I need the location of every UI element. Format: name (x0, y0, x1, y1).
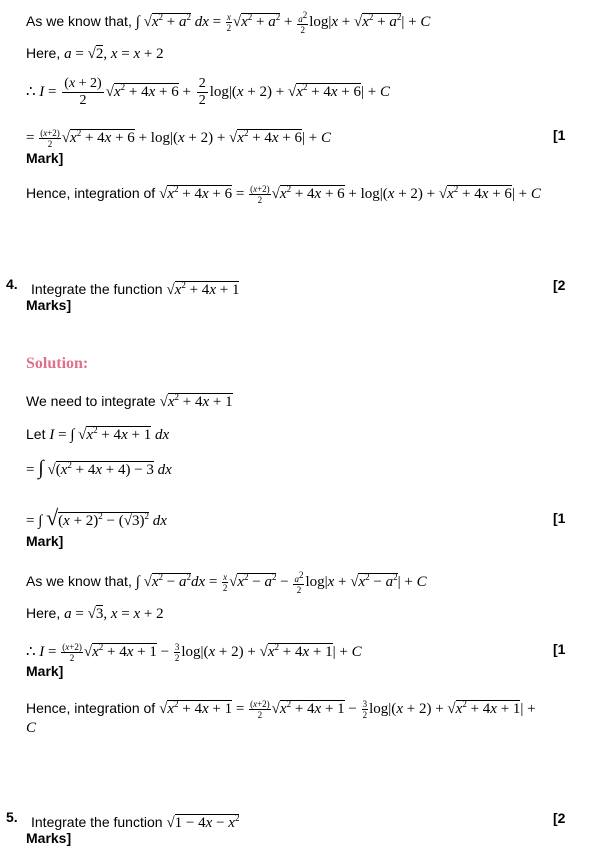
solution-line-3 (26, 456, 172, 479)
hence-line-1 (26, 180, 541, 205)
question-number: 5. (6, 809, 18, 825)
solution-heading: Solution: (26, 355, 89, 372)
solution-math-2: I = ∫ $√x^2 + 4x + 1$ dx (49, 425, 170, 443)
solution-line-1 (26, 388, 233, 411)
solution-line-5 (26, 568, 427, 595)
here-intro: Here, (26, 45, 65, 61)
question-number: 4. (6, 276, 18, 292)
mark-label: Mark] (26, 663, 64, 679)
mark-label: Mark] (26, 150, 64, 166)
solution-line-7 (26, 638, 362, 663)
hence-intro: Hence, integration of (26, 185, 160, 201)
mark-badge: [1 (553, 127, 566, 143)
here-math: a = √2, x = x + 2 (64, 46, 164, 62)
solution-line-8 (26, 695, 536, 720)
therefore-line-1 (26, 76, 390, 109)
question-prompt: Integrate the function (31, 281, 167, 297)
hence-intro: Hence, integration of (26, 700, 160, 716)
equals-math: = $\frac{(x+2)}{2}$ $√x^2 + 4x + 6 + \log|(x + 2) + √x^2 + 4x + 6| + C$ (26, 128, 332, 150)
solution-line-4 (26, 507, 167, 530)
equals-line-1 (26, 124, 331, 149)
marks-label: Marks] (26, 830, 72, 846)
mark-badge: [1 (553, 641, 566, 657)
question-math: $√x^2 + 4x + 1$ (166, 280, 240, 298)
here-line-1 (26, 44, 164, 63)
here-intro: Here, (26, 605, 65, 621)
known-formula-intro: As we know that, (26, 573, 136, 589)
question-math: $√1 - 4x - x^2$ (166, 813, 240, 831)
mark-label: Mark] (26, 533, 64, 549)
solution-math-6: a = √3, x = x + 2 (64, 606, 164, 622)
solution-math-4: = ∫ $√(x + 2)^2 - (√3)^2$ dx (26, 505, 167, 530)
solution-line-6 (26, 604, 164, 623)
solution-math-5: ∫ $√x^2 - a^2dx$ = $\frac{x}{2}$ $√x^2 - a^2$ − $\frac{a^2}{2}$ $\log|x + √x^2 - a^2| + C$ (135, 570, 427, 596)
known-formula-intro: As we know that, (26, 13, 136, 29)
therefore-math: ∴ I = $\frac{(x + 2)}{2}$ $√x^2 + 4x + 6$ + $\frac{2}{2}$ $\log|(x + 2) + √x^2 + 4x + 6| + C$ (26, 76, 390, 108)
marks-badge: [2 (553, 277, 566, 293)
solution-line-2 (26, 421, 169, 444)
solution-intro: We need to integrate (26, 393, 160, 409)
marks-badge: [2 (553, 810, 566, 826)
let-intro: Let (26, 426, 50, 442)
solution-math-1: $√x^2 + 4x + 1$ (159, 392, 233, 410)
solution-math-8: $√x^2 + 4x + 1$ = $\frac{(x+2)}{2}$ $√x^2 + 4x + 1$ − $\frac{3}{2}$ $\log|(x + 2) + √x^2 + 4x + 1|$ + (159, 699, 536, 721)
hence-math: $√x^2 + 4x + 6$ = $\frac{(x+2)}{2}$ $√x^2 + 4x + 6 + \log|(x + 2) + √x^2 + 4x + 6| + C$ (159, 184, 541, 206)
solution-math-3: = ∫ $√(x^2 + 4x + 4) - 3$ dx (26, 457, 172, 479)
marks-label: Marks] (26, 297, 72, 313)
known-formula-line (26, 8, 430, 35)
solution-line-8-cont (26, 719, 36, 737)
constant-c: C (26, 720, 37, 736)
mark-badge: [1 (553, 510, 566, 526)
solution-math-7: ∴ I = $\frac{(x+2)}{2}$ $√x^2 + 4x + 1$ − $\frac{3}{2}$ $\log|(x + 2) + √x^2 + 4x + 1| + C$ (26, 642, 362, 664)
question-prompt: Integrate the function (31, 814, 167, 830)
known-formula-math: ∫ $√x^2 + a^2$ dx = $\frac{x}{2}$ $√x^2 + a^2$ + $\frac{a^2}{2}$ $\log|x + √x^2 + a^2| + C$ (135, 10, 431, 36)
